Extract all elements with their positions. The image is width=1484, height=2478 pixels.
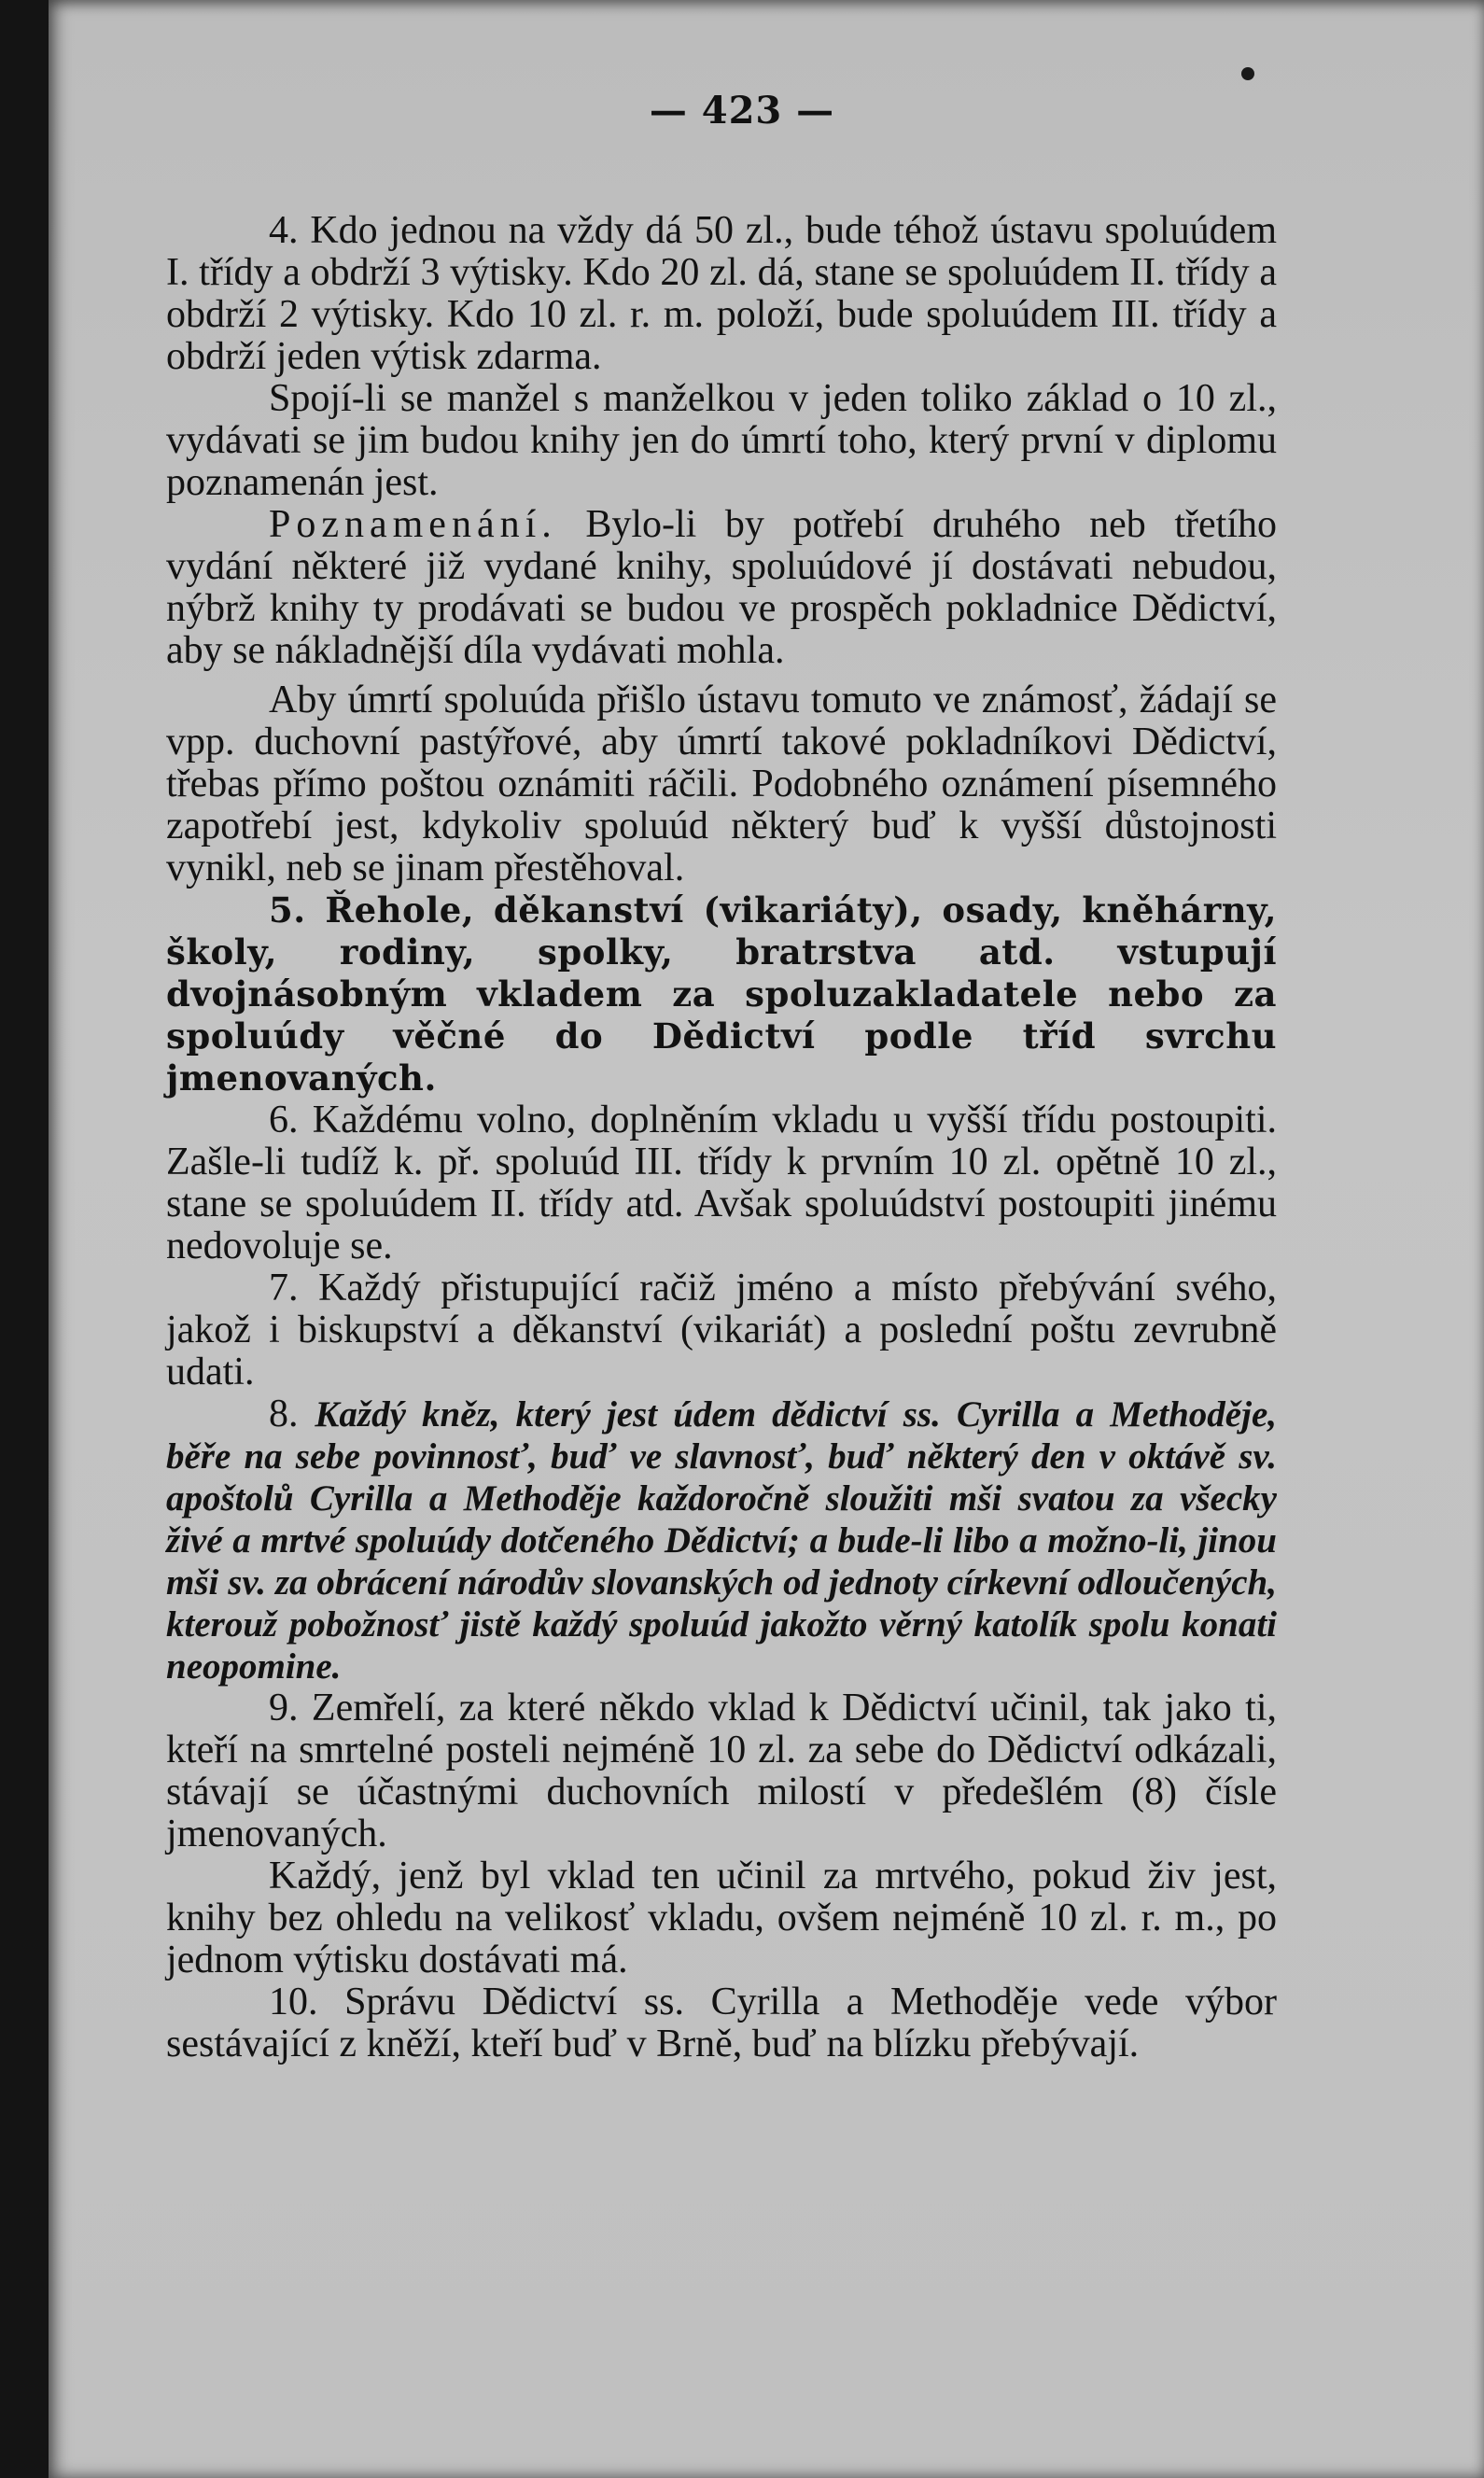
paragraph-spouses: Spojí-li se manžel s manželkou v jeden toliko základ o 10 zl., vydávati se jim budou knihy jen do úmrtí toho, který první v diplomu poznamenán jest. <box>166 377 1277 504</box>
paragraph-death-notice: Aby úmrtí spoluúda přišlo ústavu tomuto ve známosť, žádají se vpp. duchovní pastýřové, aby úmrtí takové pokladníkovi Dědictví, třebas přímo poštou oznámiti ráčili. Podobného oznámení písemného zapotřebí jest, kdykoliv spoluúd některý buď k vyšší důstojnosti vynikl, neb se jinam přestěhoval. <box>166 679 1277 889</box>
paragraph-7-registration: 7. Každý přistupující račiž jméno a místo přebývání svého, jakož i biskupství a děkanství (vikariát) a poslední poštu zevrubně udati. <box>166 1267 1277 1393</box>
ink-dot <box>1241 67 1254 80</box>
note-text: Bylo-li by potřebí druhého neb třetího vydání některé již vydané knihy, spoluúdové jí dostávati nebudou, nýbrž knihy ty prodávati se budou ve prospěch pokladnice Dědictví, aby se nákladnější díla vydávati mohla. <box>166 503 1277 672</box>
page-number: — 423 — <box>649 89 835 133</box>
body-text <box>166 210 1277 2065</box>
paragraph-6-upgrade: 6. Každému volno, doplněním vkladu u vyšší třídu postoupiti. Zašle-li tudíž k. př. spoluúd III. třídy k prvním 10 zl. opětně 10 zl., stane se spoluúdem II. třídy atd. Avšak spoluúdství postoupiti jinému nedovoluje se. <box>166 1099 1277 1267</box>
paragraph-8-priests <box>166 1393 1277 1687</box>
paragraph-8-text: Každý kněz, který jest údem dědictví ss. Cyrilla a Methoděje, běře na sebe povinnosť, buď ve slavnosť, buď některý den v oktávě sv. apoštolů Cyrilla a Methoděje každoročně sloužiti mši svatou za všecky živé a mrtvé spoluúdy dotčeného Dědictví; a bude-li libo a možno-li, jinou mši sv. za obrácení národův slovanských od jednoty církevní odloučených, kterouž pobožnosť jistě každý spoluúd jakožto věrný katolík spolu konati neopomine. <box>166 1394 1278 1687</box>
paragraph-9-deceased: 9. Zemřelí, za které někdo vklad k Dědictví učinil, tak jako ti, kteří na smrtelné posteli nejméně 10 zl. za sebe do Dědictví odkázali, stávají se účastnými duchovních milostí v předešlém (8) čísle jmenovaných. <box>166 1687 1277 1855</box>
note-label: Poznamenání. <box>269 503 557 546</box>
paragraph-10-committee: 10. Správu Dědictví ss. Cyrilla a Methoděje vede výbor sestávající z kněží, kteří buď v Brně, buď na blízku přebývají. <box>166 1981 1277 2065</box>
paragraph-4-membership-classes: 4. Kdo jednou na vždy dá 50 zl., bude téhož ústavu spoluúdem I. třídy a obdrží 3 výtisky. Kdo 20 zl. dá, stane se spoluúdem II. třídy a obdrží 2 výtisky. Kdo 10 zl. r. m. položí, bude spoluúdem III. třídy a obdrží jeden výtisk zdarma. <box>166 209 1277 378</box>
paragraph-5-institutions: 5. Řehole, děkanství (vikariáty), osady, kněhárny, školy, rodiny, spolky, bratrstva atd. vstupují dvojnásobným vkladem za spoluzakladatele nebo za spoluúdy věčné do Dědictví podle tříd svrchu jmenovaných. <box>166 889 1277 1099</box>
paragraph-note <box>166 504 1277 672</box>
paragraph-9-continued: Každý, jenž byl vklad ten učinil za mrtvého, pokud živ jest, knihy bez ohledu na velikosť vkladu, ovšem nejméně 10 zl. r. m., po jednom výtisku dostávati má. <box>166 1855 1277 1981</box>
paragraph-8-number: 8. <box>269 1393 315 1435</box>
